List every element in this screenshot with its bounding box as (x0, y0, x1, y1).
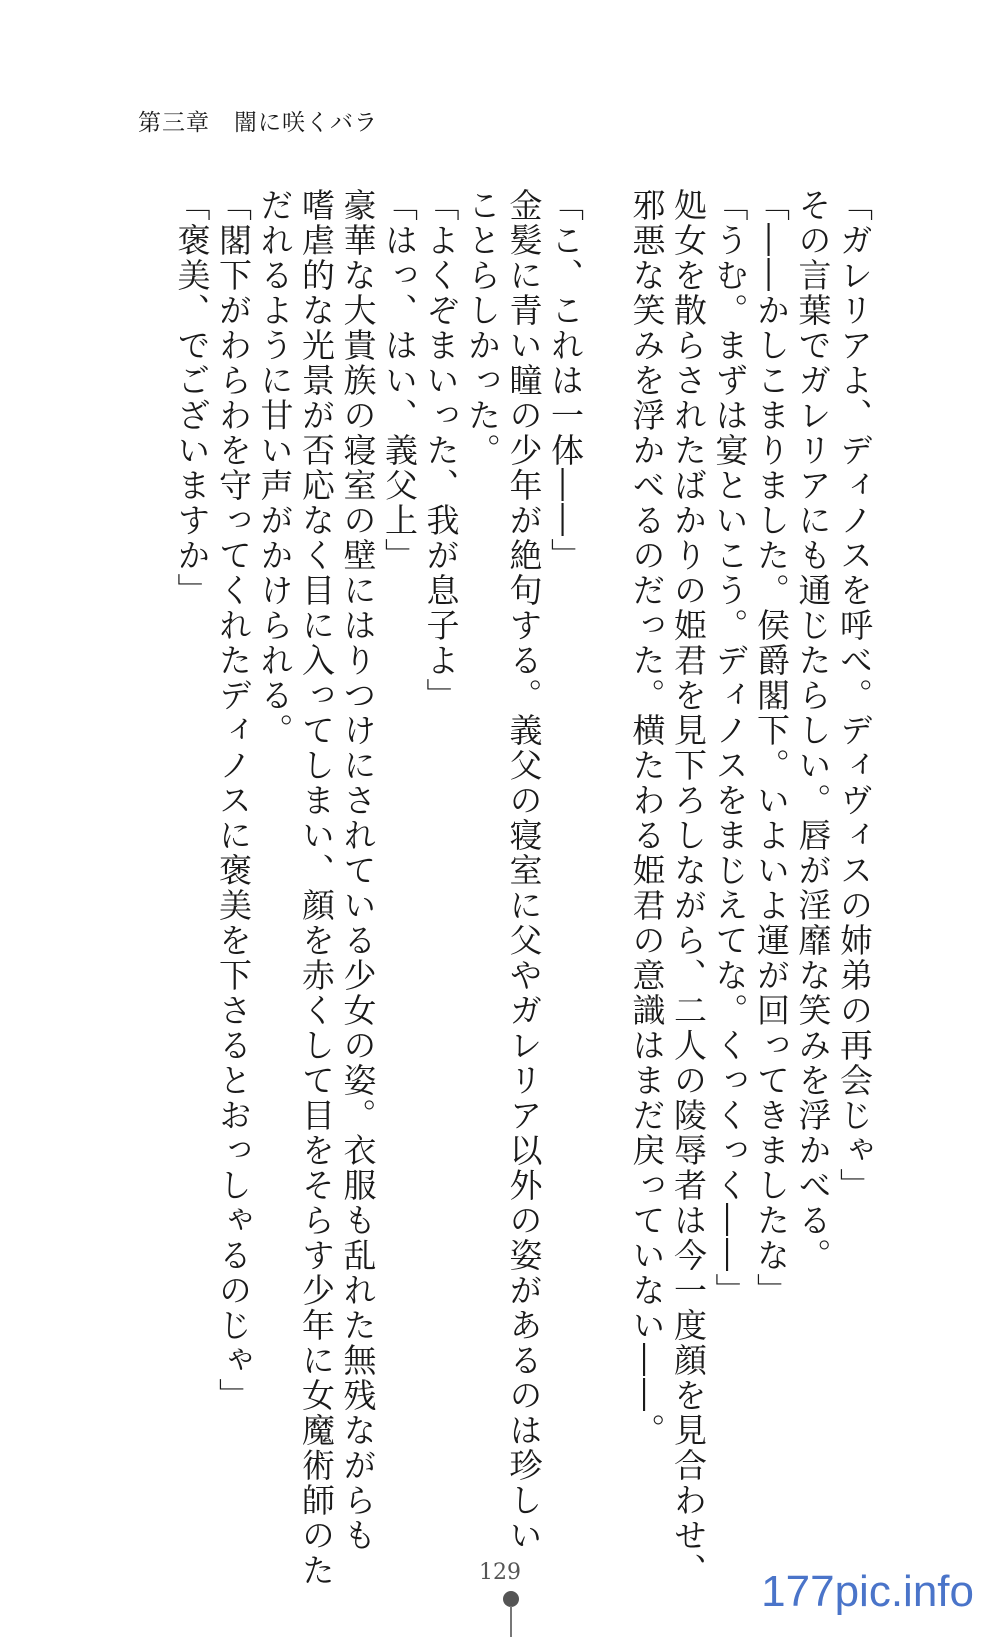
text-line: 「――かしこまりました。侯爵閣下。いよいよ運が回ってきましたな」 (752, 188, 791, 1308)
text-line: 邪悪な笑みを浮かべるのだった。横たわる姫君の意識はまだ戻っていない――。 (627, 188, 667, 1448)
text-line: その言葉でガレリアにも通じたらしい。唇が淫靡な笑みを浮かべる。 (793, 188, 833, 1273)
text-line: 「うむ。まずは宴といこう。ディノスをまじえてな。くっくっく――」 (710, 188, 750, 1308)
page-marker-dot (503, 1591, 519, 1607)
text-line: 「褒美、でございますか」 (172, 188, 212, 608)
text-line: 処女を散らされたばかりの姫君を見下ろしながら、二人の陵辱者は今一度顔を見合わせ、 (669, 188, 708, 1588)
text-line: だれるように甘い声がかけられる。 (255, 188, 295, 748)
text-line: ことらしかった。 (463, 188, 502, 468)
text-line: 豪華な大貴族の寝室の壁にはりつけにされている少女の姿。衣服も乱れた無残ながらも (338, 188, 378, 1553)
text-line: 「ガレリアよ、ディノスを呼べ。ディヴィスの姉弟の再会じゃ」 (835, 188, 874, 1203)
text-line: 「よくぞまいった、我が息子よ」 (421, 188, 461, 713)
text-line: 「閣下がわらわを守ってくれたディノスに褒美を下さるとおっしゃるのじゃ」 (214, 188, 253, 1413)
watermark: 177pic.info (753, 1563, 982, 1621)
page-marker-line (510, 1606, 512, 1637)
page-number: 129 (479, 1560, 521, 1585)
text-line: 金髪に青い瞳の少年が絶句する。義父の寝室に父やガレリア以外の姿があるのは珍しい (504, 188, 544, 1553)
text-line: 「こ、これは一体――」 (546, 188, 585, 573)
text-line: 「はっ、はい、義父上」 (380, 188, 419, 573)
chapter-title: 第三章 闇に咲くバラ (138, 110, 378, 136)
section-break (586, 188, 626, 1338)
text-line: 嗜虐的な光景が否応なく目に入ってしまい、顔を赤くして目をそらす少年に女魔術師のた (297, 188, 336, 1588)
